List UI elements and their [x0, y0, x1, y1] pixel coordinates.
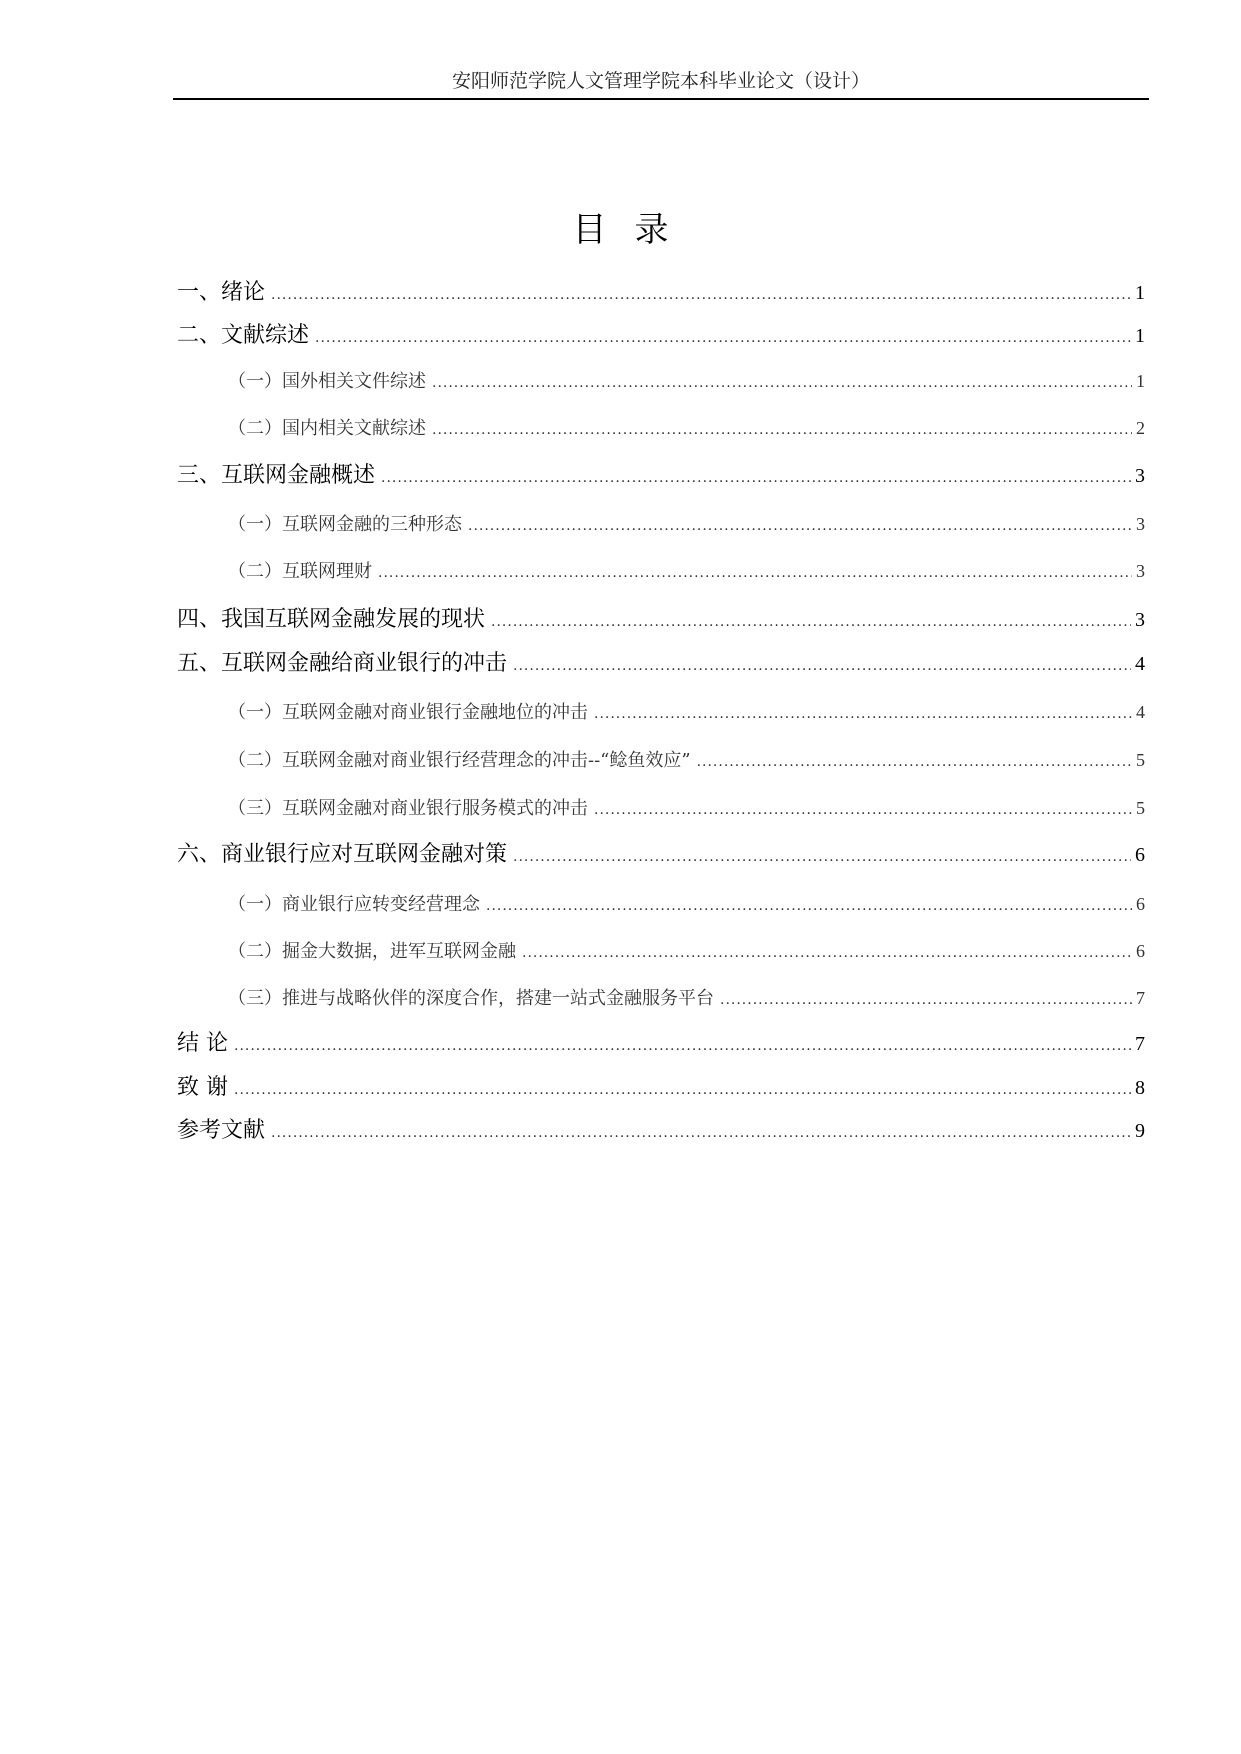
toc-dot-leader	[271, 1118, 1131, 1148]
toc-page-number: 7	[1136, 988, 1145, 1008]
toc-entry-title: 三、互联网金融概述	[177, 463, 376, 488]
toc-section-entry[interactable]	[177, 747, 1145, 773]
toc-page-number: 3	[1135, 609, 1145, 631]
toc-section-entry[interactable]	[177, 795, 1145, 821]
toc-dot-leader	[432, 370, 1132, 396]
toc-dot-leader	[378, 560, 1132, 586]
toc-page-number: 5	[1136, 750, 1145, 770]
toc-entry-title: 二、文献综述	[177, 323, 310, 348]
toc-page-number: 9	[1135, 1120, 1145, 1142]
toc-entry-title: （一）国外相关文件综述	[228, 371, 426, 392]
toc-dot-leader	[513, 842, 1131, 872]
toc-entry-title: （三）推进与战略伙伴的深度合作，搭建一站式金融服务平台	[228, 988, 714, 1009]
toc-chapter-entry[interactable]	[177, 649, 1145, 679]
toc-page-number: 2	[1136, 418, 1145, 438]
toc-dot-leader	[594, 701, 1132, 727]
toc-dot-leader	[486, 893, 1132, 919]
toc-chapter-entry[interactable]	[177, 1116, 1145, 1146]
toc-page-number: 8	[1135, 1077, 1145, 1099]
toc-page-number: 1	[1136, 371, 1145, 391]
toc-page-number: 6	[1136, 941, 1145, 961]
toc-page-number: 5	[1136, 798, 1145, 818]
toc-section-entry[interactable]	[177, 699, 1145, 725]
toc-chapter-entry[interactable]	[177, 605, 1145, 635]
toc-dot-leader	[234, 1031, 1131, 1061]
toc-page-number: 3	[1135, 465, 1145, 487]
toc-page-number: 1	[1135, 282, 1145, 304]
toc-title: 目录	[572, 210, 697, 250]
toc-entry-title: 致 谢	[177, 1075, 228, 1100]
toc-entry-title: 四、我国互联网金融发展的现状	[177, 607, 486, 632]
toc-dot-leader	[432, 417, 1132, 443]
page-header-text: 安阳师范学院人文管理学院本科毕业论文（设计）	[451, 70, 870, 92]
toc-section-entry[interactable]	[177, 558, 1145, 584]
toc-page-number: 3	[1136, 514, 1145, 534]
toc-dot-leader	[522, 940, 1132, 966]
toc-dot-leader	[234, 1075, 1131, 1105]
toc-section-entry[interactable]	[177, 891, 1145, 917]
toc-entry-title: （一）商业银行应转变经营理念	[228, 894, 480, 915]
toc-page-number: 7	[1135, 1033, 1145, 1055]
toc-page-number: 6	[1136, 894, 1145, 914]
toc-entry-title: （二）互联网金融对商业银行经营理念的冲击--“鲶鱼效应”	[228, 750, 691, 771]
toc-section-entry[interactable]	[177, 938, 1145, 964]
toc-entry-title: 参考文献	[177, 1118, 266, 1143]
toc-chapter-entry[interactable]	[177, 278, 1145, 308]
toc-dot-leader	[381, 463, 1131, 493]
toc-entry-title: （一）互联网金融的三种形态	[228, 514, 462, 535]
toc-dot-leader	[271, 280, 1131, 310]
toc-section-entry[interactable]	[177, 415, 1145, 441]
toc-dot-leader	[491, 607, 1131, 637]
page-header	[173, 70, 1149, 100]
toc-chapter-entry[interactable]	[177, 461, 1145, 491]
toc-entry-title: 一、绪论	[177, 280, 266, 305]
toc-dot-leader	[513, 651, 1131, 681]
toc-chapter-entry[interactable]	[177, 1073, 1145, 1103]
toc-dot-leader	[468, 513, 1132, 539]
toc-page-number: 4	[1136, 702, 1145, 722]
toc-dot-leader	[720, 987, 1132, 1013]
toc-section-entry[interactable]	[177, 511, 1145, 537]
toc-entry-title: （二）国内相关文献综述	[228, 418, 426, 439]
toc-dot-leader	[697, 749, 1132, 775]
toc-section-entry[interactable]	[177, 985, 1145, 1011]
toc-chapter-entry[interactable]	[177, 840, 1145, 870]
toc-section-entry[interactable]	[177, 368, 1145, 394]
toc-entry-title: （二）掘金大数据，进军互联网金融	[228, 941, 516, 962]
toc-page-number: 3	[1136, 561, 1145, 581]
toc-entry-title: （一）互联网金融对商业银行金融地位的冲击	[228, 702, 588, 723]
toc-chapter-entry[interactable]	[177, 321, 1145, 351]
toc-entry-title: 结 论	[177, 1031, 228, 1056]
toc-dot-leader	[315, 323, 1131, 353]
toc-dot-leader	[594, 797, 1132, 823]
toc-entry-title: （二）互联网理财	[228, 561, 372, 582]
toc-chapter-entry[interactable]	[177, 1029, 1145, 1059]
toc-page-number: 6	[1135, 844, 1145, 866]
toc-entry-title: 六、商业银行应对互联网金融对策	[177, 842, 508, 867]
toc-entry-title: （三）互联网金融对商业银行服务模式的冲击	[228, 798, 588, 819]
toc-page-number: 1	[1135, 325, 1145, 347]
toc-page-number: 4	[1135, 653, 1145, 675]
toc-entry-title: 五、互联网金融给商业银行的冲击	[177, 651, 508, 676]
